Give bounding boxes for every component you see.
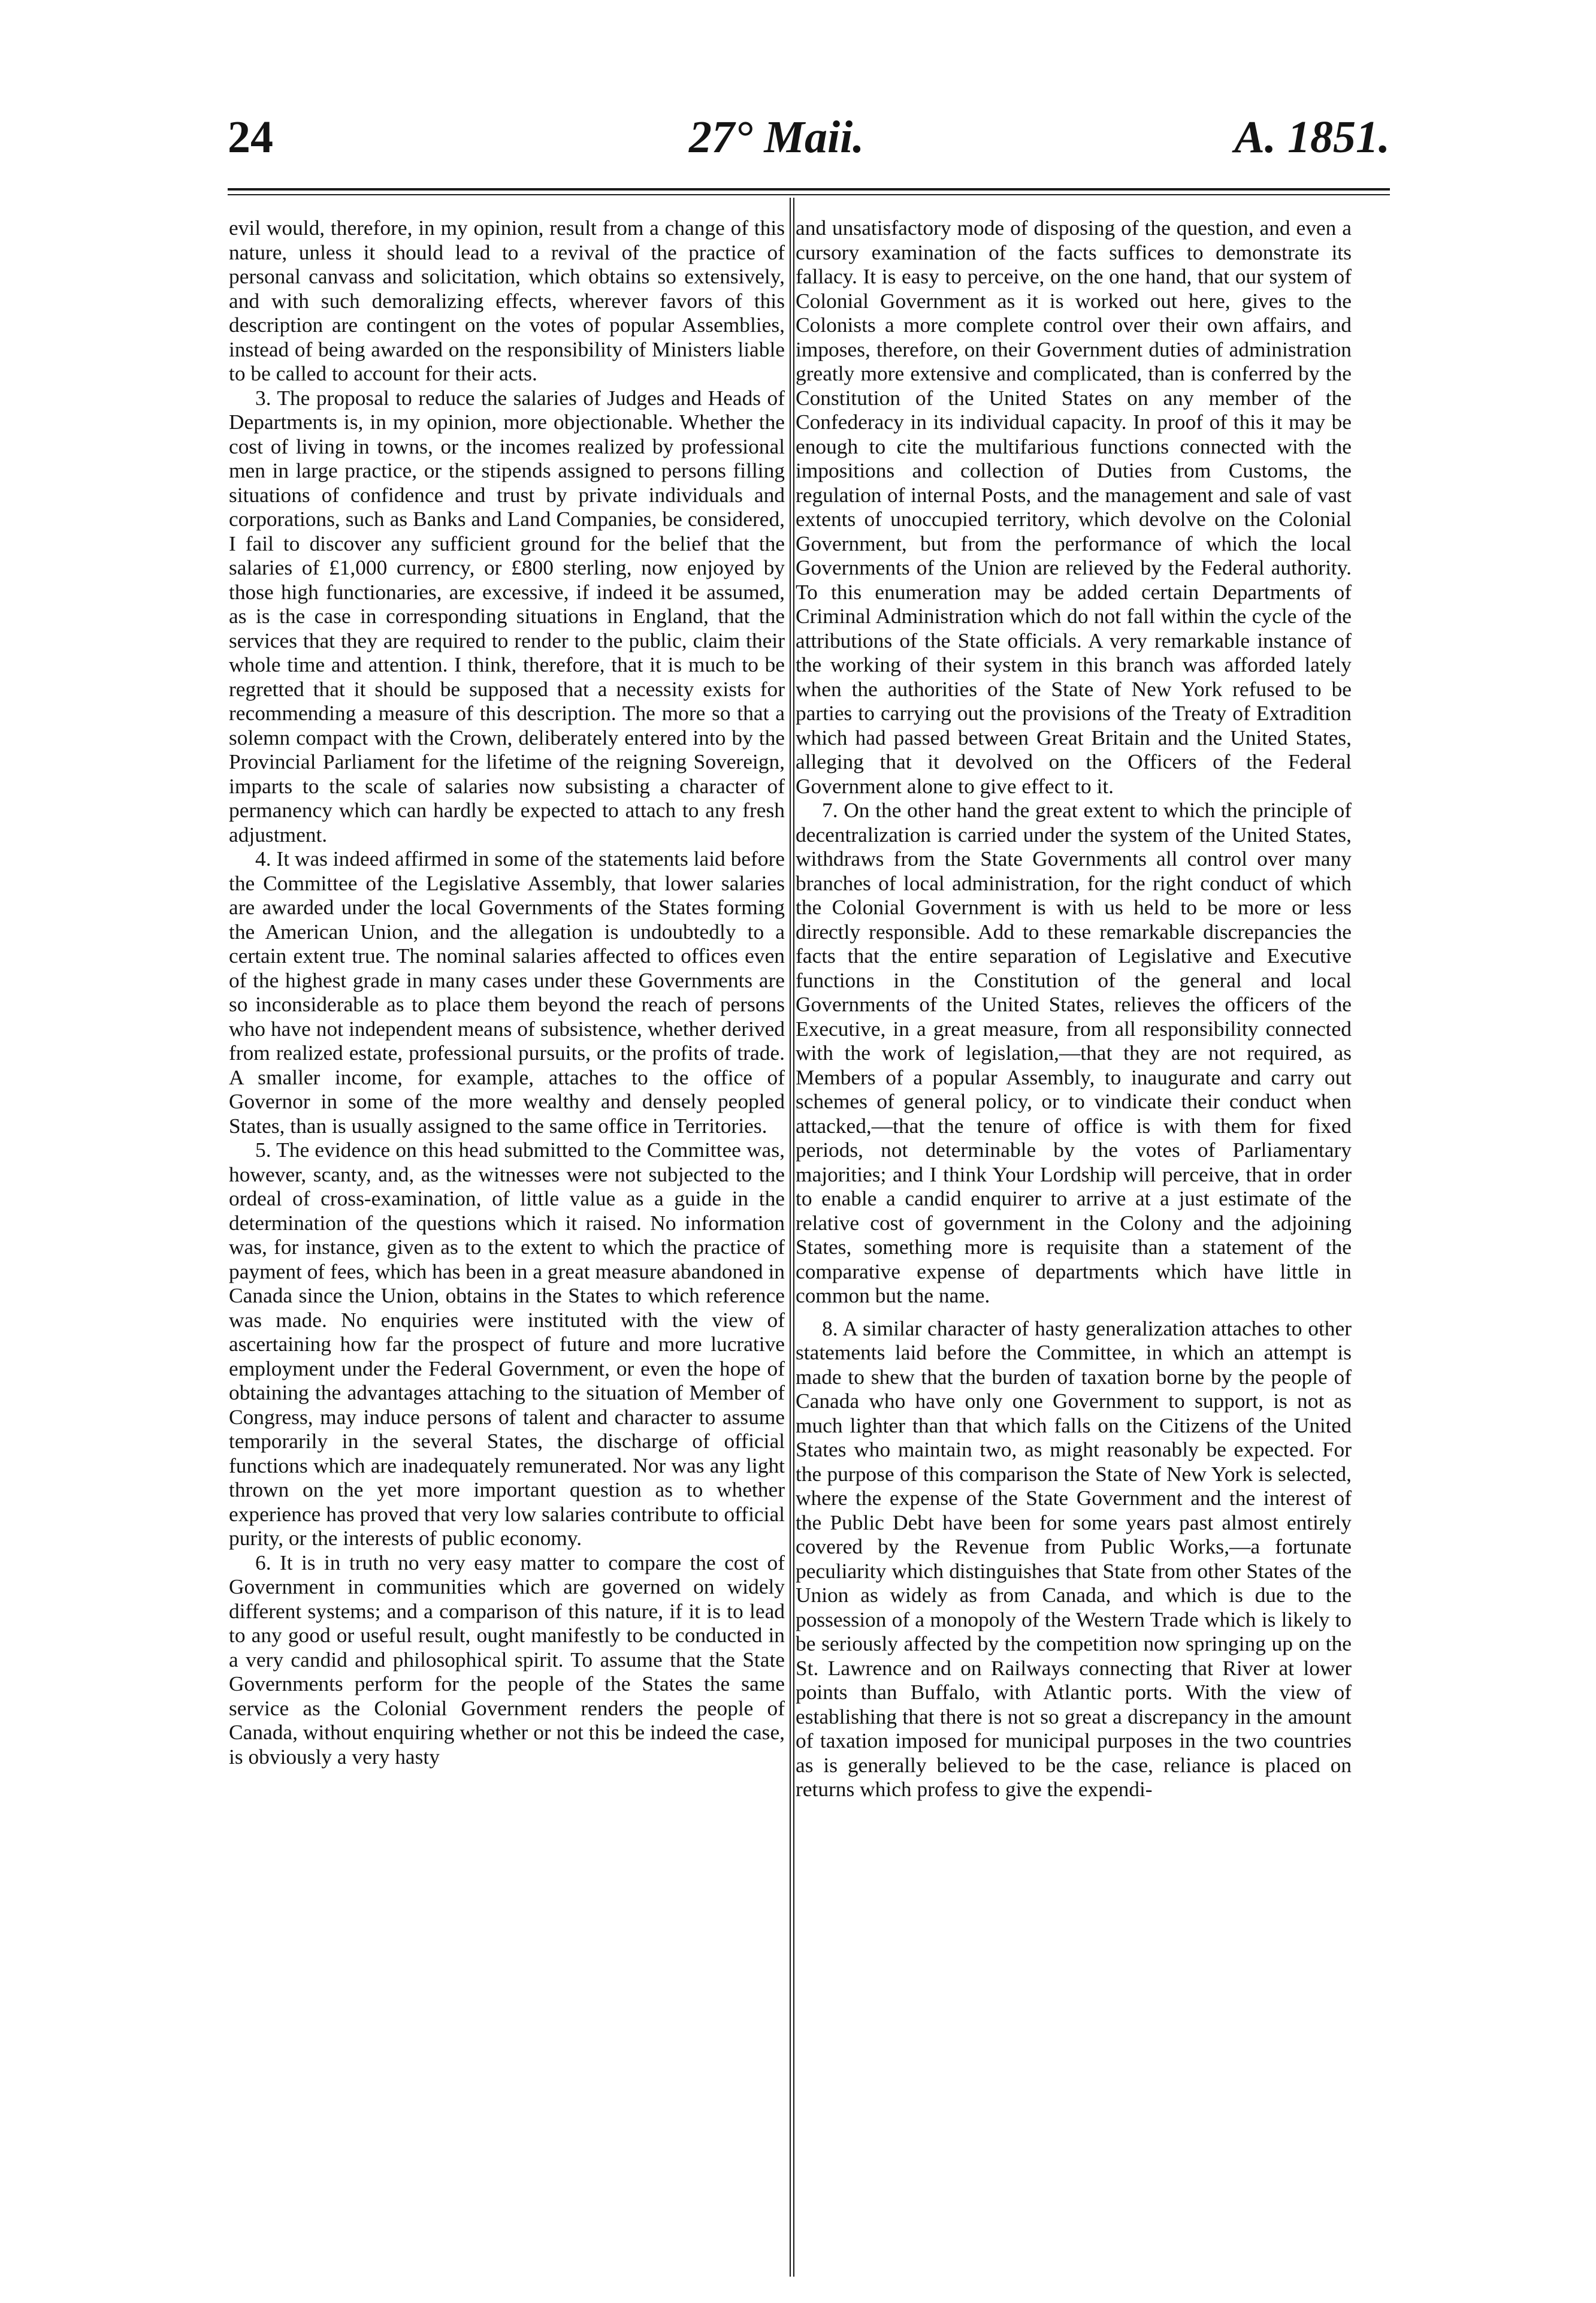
paragraph-continued: and unsatisfactory mode of disposing of the question, and even a cursory examination of the facts suffices to demonstrate its fallacy. It is easy to perceive, on the one hand, that our system of Colonial Government as it is worked out here, gives to the Colonists a more complete control over their own affairs, and imposes, therefore, on their Government duties of administration greatly more extensive and complicated, than is conferred by the Constitution of the United States on any member of the Confederacy in its individual capacity. In proof of this it may be enough to cite the multifarious functions connected with the impositions and collection of Duties from Customs, the regulation of internal Posts, and the management and sale of vast extents of unoccupied territory, which devolve on the Colonial Government, but from the performance of which the local Governments of the Union are relieved by the Federal authority. To this enumeration may be added certain Departments of Criminal Administration which do not fall within the cycle of the attributions of the State officials. A very remarkable instance of the working of their system in this branch was afforded lately when the authorities of the State of New York refused to be parties to carrying out the provisions of the Treaty of Extradition which had passed between Great Britain and the United States, alleging that it devolved on the Officers of the Federal Government alone to give effect to it. — [796, 216, 1352, 798]
paragraph-4: 4. It was indeed affirmed in some of the statements laid before the Committee of the Legislative Assembly, that lower salaries are awarded under the local Governments of the States forming the American Union, and the allegation is undoubtedly to a certain extent true. The nominal salaries affected to offices even of the highest grade in many cases under these Governments are so inconsiderable as to place them beyond the reach of persons who have not independent means of subsistence, whether derived from realized estate, professional pursuits, or the profits of trade. A smaller income, for example, attaches to the office of Governor in some of the more wealthy and densely peopled States, than is usually assigned to the same office in Territories. — [229, 847, 785, 1138]
header-rule-thin — [228, 194, 1390, 195]
header-rule-thick — [228, 188, 1390, 191]
column-divider — [793, 198, 794, 2277]
left-column — [229, 216, 785, 2271]
paragraph-6: 6. It is in truth no very easy matter to compare the cost of Government in communities which are governed on widely different systems; and a comparison of this nature, if it is to lead to any good or useful result, ought manifestly to be conducted in a very candid and philosophical spirit. To assume that the State Governments perform for the people of the States the same service as the Colonial Government renders the people of Canada, without enquiring whether or not this be indeed the case, is obviously a very hasty — [229, 1550, 785, 1769]
paragraph-continued: evil would, therefore, in my opinion, result from a change of this nature, unless it should lead to a revival of the practice of personal canvass and solicitation, which obtains so extensively, and with such demoralizing effects, wherever favors of this description are contingent on the votes of popular Assemblies, instead of being awarded on the responsibility of Ministers liable to be called to account for their acts. — [229, 216, 785, 385]
header-date: 27° Maii. — [689, 112, 864, 162]
paragraph-gap — [796, 1308, 1352, 1316]
header-year: A. 1851. — [1234, 112, 1390, 162]
paragraph-3: 3. The proposal to reduce the salaries of Judges and Heads of Departments is, in my opinion, more objectionable. Whether the cost of living in towns, or the incomes realized by professional men in large practice, or the stipends assigned to persons filling situations of confidence and trust by private individuals and corporations, such as Banks and Land Companies, be considered, I fail to discover any sufficient ground for the belief that the salaries of £1,000 currency, or £800 sterling, now enjoyed by those high functionaries, are excessive, if indeed it be assumed, as is the case in corresponding situations in England, that the services that they are required to render to the public, claim their whole time and attention. I think, therefore, that it is much to be regretted that it should be supposed that a necessity exists for recommending a measure of this description. The more so that a solemn compact with the Crown, deliberately entered into by the Provincial Parliament for the lifetime of the reigning Sovereign, imparts to the scale of salaries now subsisting a character of permanency which can hardly be expected to attach to any fresh adjustment. — [229, 385, 785, 847]
column-divider — [790, 198, 791, 2277]
page-number: 24 — [228, 112, 273, 162]
page-header — [228, 111, 1390, 177]
paragraph-8: 8. A similar character of hasty generalization attaches to other statements laid before the Committee, in which an attempt is made to shew that the burden of taxation borne by the people of Canada who have only one Government to support, is not as much lighter than that which falls on the Citizens of the United States who maintain two, as might reasonably be expected. For the purpose of this comparison the State of New York is selected, where the expense of the State Government and the interest of the Public Debt have been for some years past almost entirely covered by the Revenue from Public Works,—a fortunate peculiarity which distinguishes that State from other States of the Union as widely as from Canada, and which is due to the possession of a monopoly of the Western Trade which is likely to be seriously affected by the competition now springing up on the St. Lawrence and on Railways connecting that River at lower points than Buffalo, with Atlantic ports. With the view of establishing that there is not so great a discrepancy in the amount of taxation imposed for municipal purposes in the two countries as is generally believed to be the case, reliance is placed on returns which profess to give the expendi- — [796, 1316, 1352, 1801]
paragraph-7: 7. On the other hand the great extent to which the principle of decentralization is carried under the system of the United States, withdraws from the State Governments all control over many branches of local administration, for the right conduct of which the Colonial Government is with us held to be more or less directly responsible. Add to these remarkable discrepancies the facts that the entire separation of Legislative and Executive functions in the Constitution of the general and local Governments of the United States, relieves the officers of the Executive, in a great measure, from all responsibility connected with the work of legislation,—that they are not required, as Members of a popular Assembly, to inaugurate and carry out schemes of general policy, or to vindicate their conduct when attacked,—that the tenure of office is with them for fixed periods, not determinable by the votes of Parliamentary majorities; and I think Your Lordship will perceive, that in order to enable a candid enquirer to arrive at a just estimate of the relative cost of government in the Colony and the adjoining States, something more is requisite than a statement of the comparative expense of departments which have little in common but the name. — [796, 798, 1352, 1307]
right-column — [796, 216, 1352, 2271]
paragraph-5: 5. The evidence on this head submitted to the Committee was, however, scanty, and, as the witnesses were not subjected to the ordeal of cross-examination, of little value as a guide in the determination of the questions which it raised. No information was, for instance, given as to the extent to which the practice of payment of fees, which has been in a great measure abandoned in Canada since the Union, obtains in the States to which reference was made. No enquiries were instituted with the view of ascertaining how far the prospect of future and more lucrative employment under the Federal Government, or even the hope of obtaining the advantages attaching to the situation of Member of Congress, may induce persons of talent and character to assume temporarily in the several States, the discharge of official functions which are inadequately remunerated. Nor was any light thrown on the yet more important question as to whether experience has proved that very low salaries contribute to official purity, or the interests of public economy. — [229, 1138, 785, 1550]
